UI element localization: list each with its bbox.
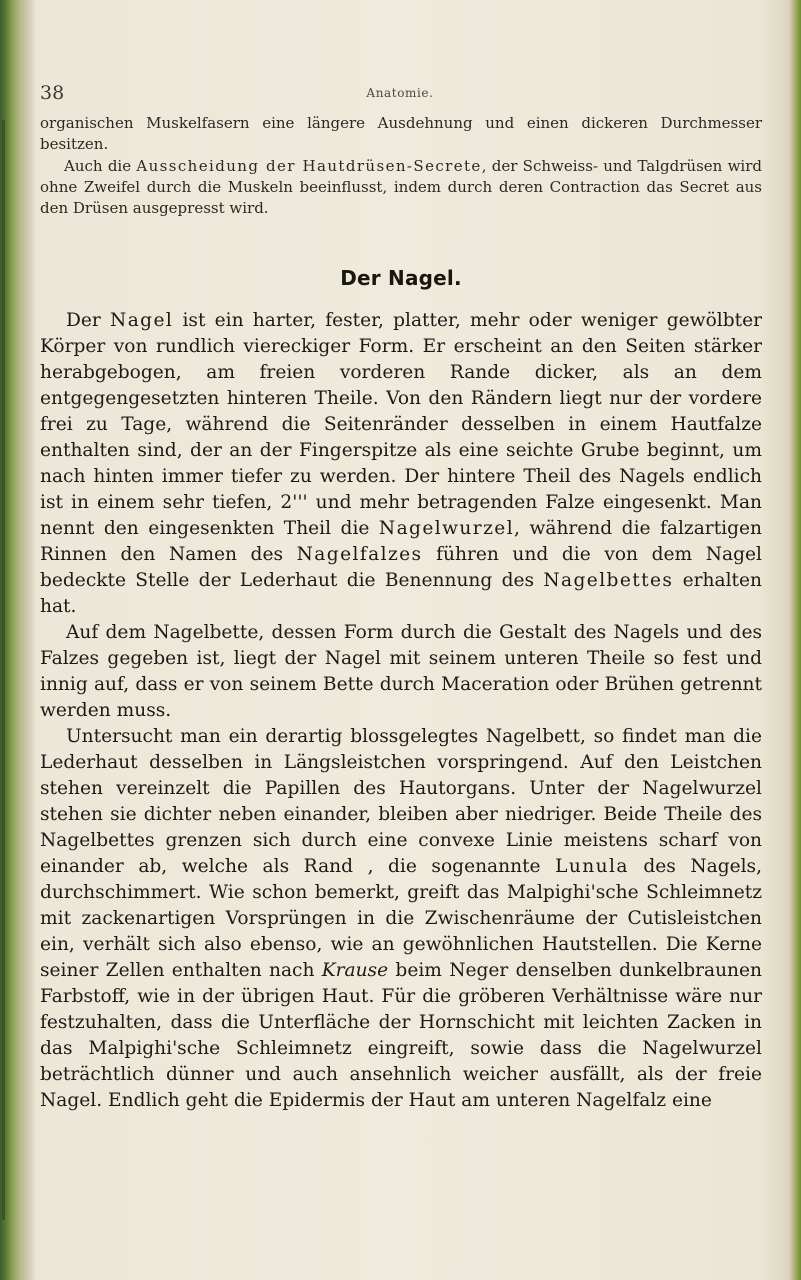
page-header xyxy=(40,82,760,110)
text-run: , der Schweiss- und Talgdrüsen wird ohne Zweifel durch die Muskeln beeinflusst, indem durch deren Contraction das Secret aus den Drüsen ausgepresst wird. xyxy=(40,156,762,218)
binding-shadow xyxy=(2,120,5,1220)
spaced-term: Nagel xyxy=(110,310,174,331)
italic-term: Krause xyxy=(321,960,389,981)
book-binding-left-edge xyxy=(0,0,36,1280)
running-head: Anatomie. xyxy=(366,86,434,100)
paragraph-muscle-fibres xyxy=(40,113,762,156)
text-run: Der xyxy=(66,310,111,331)
paragraph-gland-secretion xyxy=(40,156,762,220)
section-title: Der Nagel. xyxy=(340,266,462,290)
paragraph-nail-bed-examination xyxy=(40,724,762,1114)
book-binding-right-edge xyxy=(789,0,801,1280)
text-run: Auch die xyxy=(64,156,137,175)
text-run: organischen Muskelfasern eine längere Ausdehnung und einen dickeren Durchmesser besitzen. xyxy=(40,114,762,154)
text-run: ist ein harter, fester, platter, mehr oder weniger gewölbter Körper von rundlich viereckiger Form. Er erscheint an den Seiten stärker herabgebogen, am freien vorderen Rande dicker, als an dem entgegengesetzten hinteren Theile. Von den Rändern liegt nur der vordere frei zu Tage, während die Seitenränder desselben in einem Hautfalze enthalten sind, der an der Fingerspitze als eine seichte Grube beginnt, um nach hinten immer tiefer zu werden. Der hintere Theil des Nagels endlich ist in einem sehr tiefen, 2''' und mehr betragenden Falze eingesenkt. Man nennt den eingesenkten Theil die xyxy=(40,310,762,539)
spaced-term: Lunula xyxy=(555,856,629,877)
page-number: 38 xyxy=(40,82,65,104)
paragraph-nail-description xyxy=(40,308,762,620)
spaced-term: Nagelbettes xyxy=(543,570,674,591)
spaced-term: Nagelwurzel xyxy=(378,518,515,539)
text-run: , während die falzartigen Rinnen den Namen des xyxy=(40,518,762,565)
text-run: erhalten hat. xyxy=(40,570,763,617)
paragraph-nail-bed xyxy=(40,620,762,724)
small-print-paragraphs xyxy=(40,113,762,219)
spaced-term: Nagelfalzes xyxy=(296,544,423,565)
text-run: Untersucht man ein derartig blossgelegtes Nagelbett, so findet man die Lederhaut desselben in Längsleistchen vorspringend. Auf den Leistchen stehen vereinzelt die Papillen des Hautorgans. Unter der Nagelwurzel stehen sie dichter neben einander, bleiben aber niedriger. Beide Theile des Nagelbettes grenzen sich durch eine convexe Linie meistens scharf von einander ab, welche als Rand , die sogenannte xyxy=(40,726,762,877)
section-body xyxy=(40,308,762,1114)
text-run: beim Neger denselben dunkelbraunen Farbstoff, wie in der übrigen Haut. Für die gröberen Verhältnisse wäre nur festzuhalten, dass die Unterfläche der Hornschicht mit leichten Zacken in das Malpighi'sche Schleimnetz eingreift, sowie dass die Nagelwurzel beträchtlich dünner und auch ansehnlich weicher ausfällt, als der freie Nagel. Endlich geht die Epidermis der Haut am unteren Nagelfalz eine xyxy=(40,960,762,1111)
spaced-term: Ausscheidung der Hautdrüsen-Secrete xyxy=(136,156,482,175)
text-run: führen und die von dem Nagel bedeckte Stelle der Lederhaut die Benennung des xyxy=(40,544,762,591)
text-run: des Nagels, durchschimmert. Wie schon bemerkt, greift das Malpighi'sche Schleimnetz mit zackenartigen Vorsprüngen in die Zwischenräume der Cutisleistchen ein, verhält sich also ebenso, wie an gewöhnlichen Hautstellen. Die Kerne seiner Zellen enthalten nach xyxy=(40,856,762,981)
text-run: Auf dem Nagelbette, dessen Form durch die Gestalt des Nagels und des Falzes gegeben ist, liegt der Nagel mit seinem unteren Theile so fest und innig auf, dass er von seinem Bette durch Maceration oder Brühen getrennt werden muss. xyxy=(40,622,762,721)
